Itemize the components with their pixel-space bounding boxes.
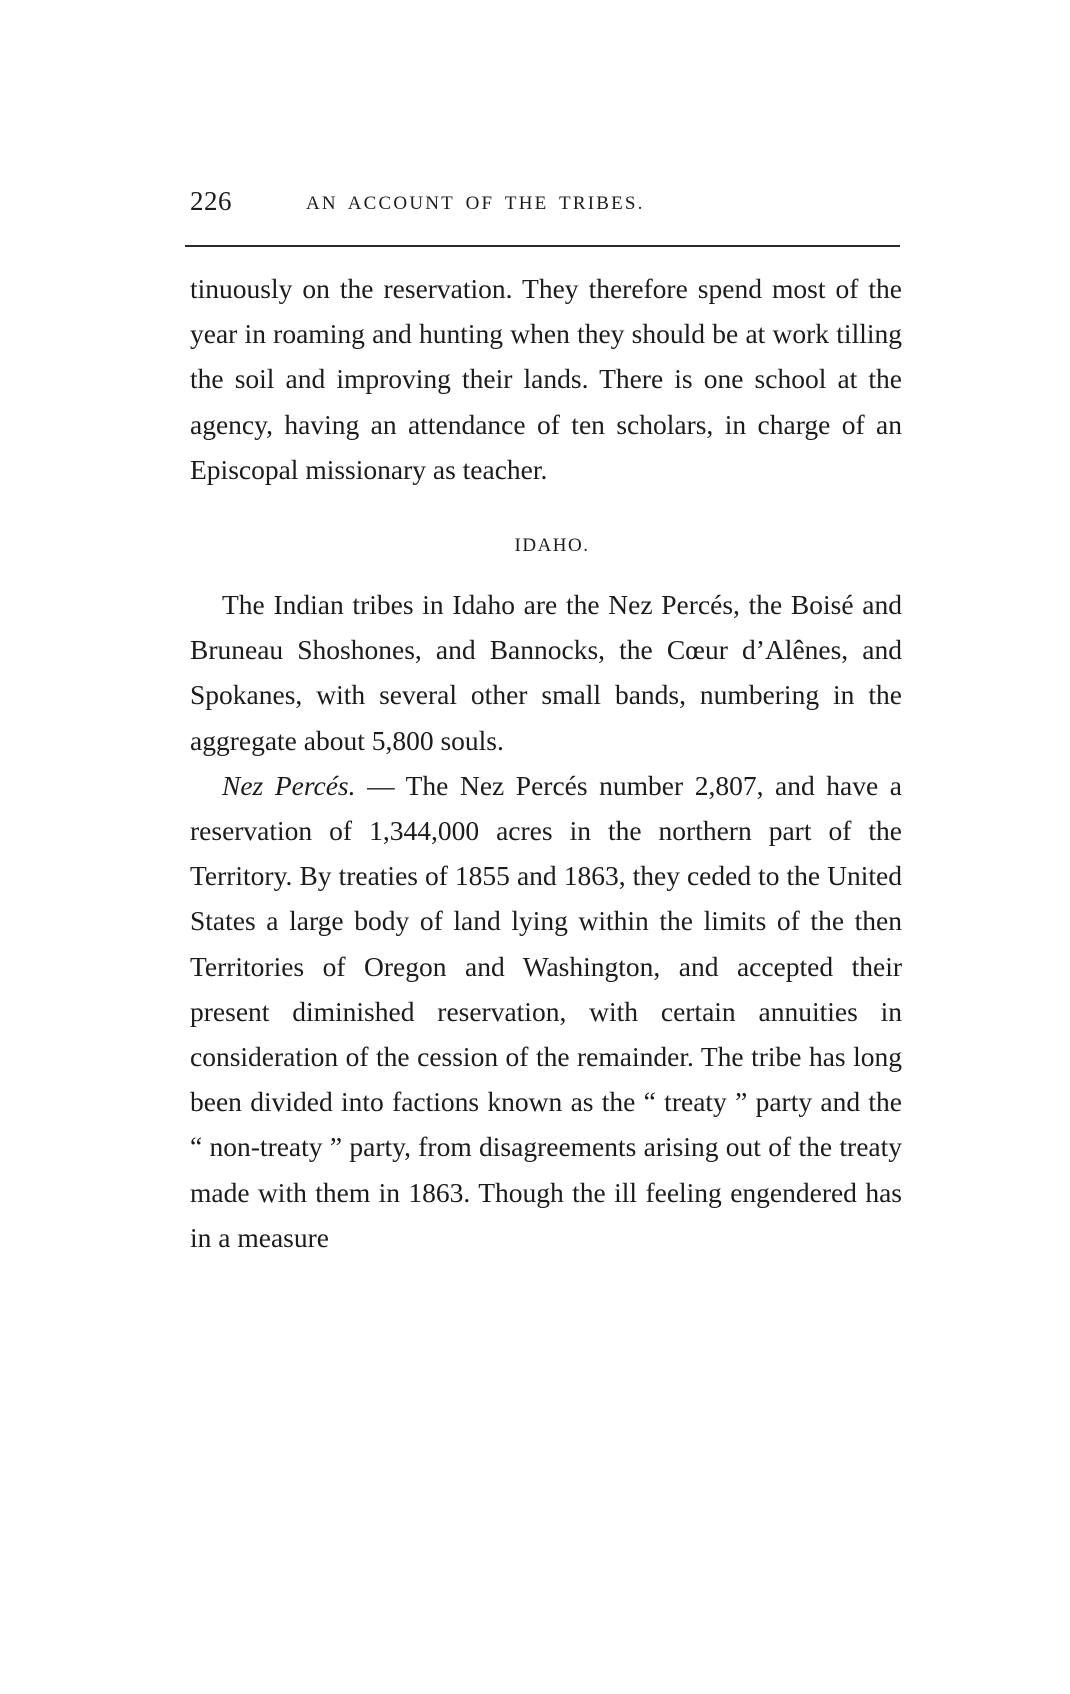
idaho-paragraph: The Indian tribes in Idaho are the Nez Percés, the Boisé and Bruneau Shoshones, and Bannocks, the Cœur d’Alênes, and Spokanes, with several other small bands, numbering in the aggregate about 5,800 souls.: [190, 589, 902, 756]
nez-perces-label: Nez Percés.: [222, 769, 356, 801]
section-title: IDAHO.: [514, 535, 590, 557]
body-text: [190, 266, 902, 1260]
intro-paragraph: tinuously on the reservation. They therefore spend most of the year in roaming and hunting when they should be at work tilling the soil and improving their lands. There is one school at the agency, having an attendance of ten scholars, in charge of an Episcopal missionary as teacher.: [190, 273, 902, 485]
nez-perces-text: — The Nez Percés number 2,807, and have a reservation of 1,344,000 acres in the northern part of the Territory. By treaties of 1855 and 1863, they ceded to the United States a large body of land lying within the limits of the then Territories of Oregon and Washington, and accepted their present diminished reservation, with certain annuities in consideration of the cession of the remainder. The tribe has long been divided into factions known as the “ treaty ” party and the “ non-treaty ” party, from disagreements arising out of the treaty made with them in 1863. Though the ill feeling engendered has in a measure: [190, 769, 902, 1253]
nez-perces-paragraph: [190, 763, 902, 1260]
page-header: [190, 186, 900, 226]
header-rule: [185, 245, 900, 247]
running-head: AN ACCOUNT OF THE TRIBES.: [306, 193, 645, 214]
page-number: 226: [190, 186, 232, 216]
